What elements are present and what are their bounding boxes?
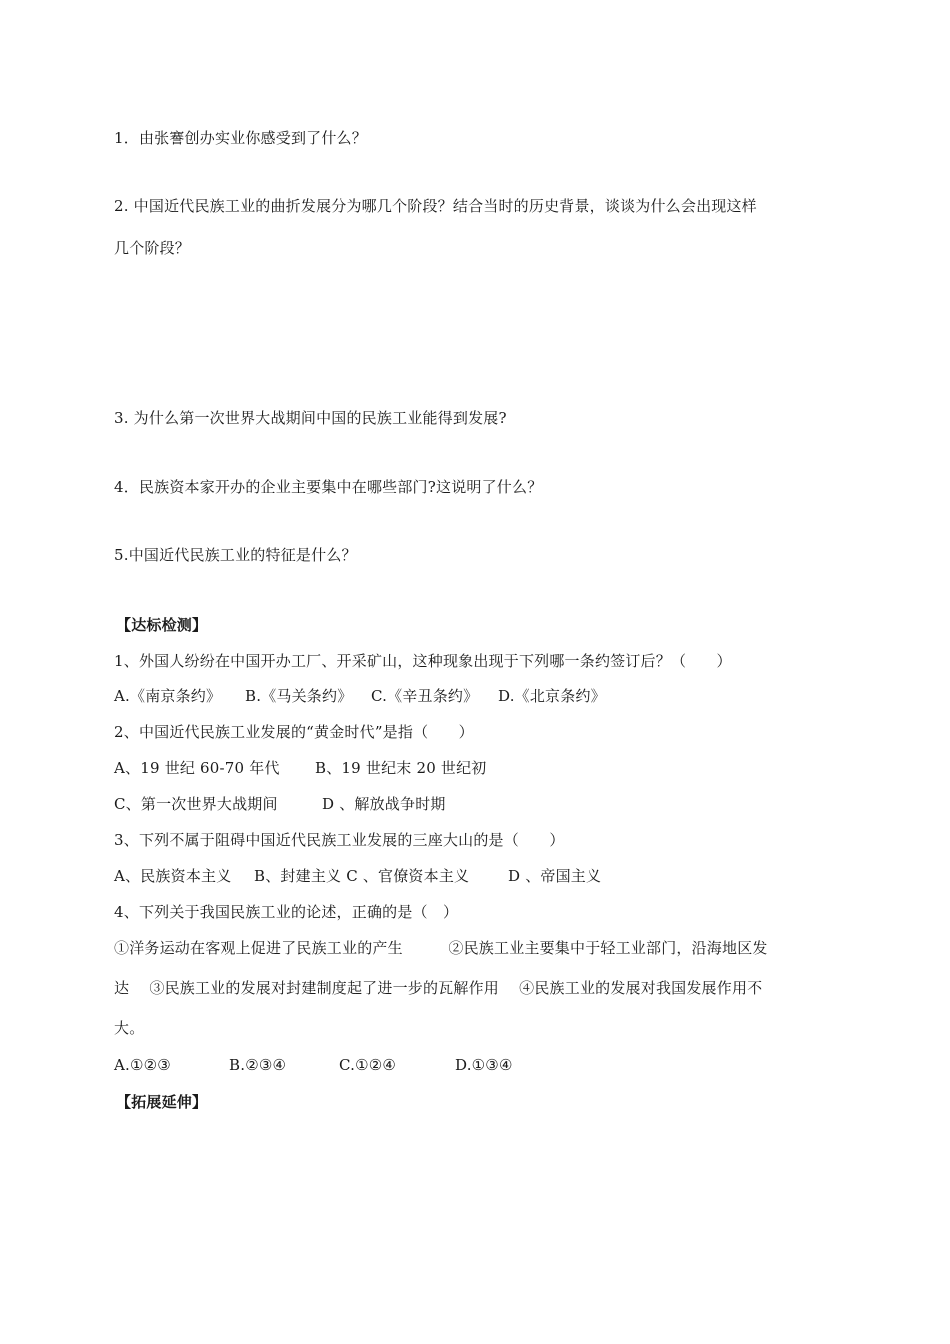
option-a: A.①②③ [114, 1056, 171, 1074]
test-q3-options [114, 866, 601, 886]
test-q3: 3、下列不属于阻碍中国近代民族工业发展的三座大山的是（ ） [114, 831, 565, 849]
question-2-line-2: 几个阶段？ [114, 239, 191, 257]
option-d: D 、帝国主义 [508, 867, 602, 885]
question-2-line-1: 2. 中国近代民族工业的曲折发展分为哪几个阶段？结合当时的历史背景，谈谈为什么会出现这样 [114, 197, 757, 215]
test-q2: 2、中国近代民族工业发展的“黄金时代”是指（ ） [114, 723, 474, 741]
option-a: A.《南京条约》 [114, 687, 222, 705]
test-q2-options-row-2 [114, 794, 446, 814]
option-a: A、民族资本主义 [114, 867, 232, 885]
option-a: A、19 世纪 60-70 年代 [114, 759, 280, 777]
option-c: C.《辛丑条约》 [371, 687, 479, 705]
question-3: 3. 为什么第一次世界大战期间中国的民族工业能得到发展? [114, 409, 507, 427]
test-q4-statements-line-2: 达 ③民族工业的发展对封建制度起了进一步的瓦解作用 ④民族工业的发展对我国发展作用不 [114, 979, 763, 997]
option-b: B、19 世纪末 20 世纪初 [315, 759, 487, 777]
test-heading: 【达标检测】 [116, 616, 208, 634]
option-d: D 、解放战争时期 [322, 795, 446, 813]
option-c: C.①②④ [339, 1056, 397, 1074]
question-5: 5.中国近代民族工业的特征是什么？ [114, 546, 357, 564]
test-q2-options-row-1 [114, 758, 487, 778]
option-d: D.《北京条约》 [498, 687, 606, 705]
test-q1-options [114, 686, 606, 706]
question-1: 1．由张謇创办实业你感受到了什么？ [114, 129, 367, 147]
option-c: C、第一次世界大战期间 [114, 795, 278, 813]
option-b: B.②③④ [229, 1056, 287, 1074]
test-q4: 4、下列关于我国民族工业的论述，正确的是（ ） [114, 903, 459, 921]
test-q4-statements-line-3: 大。 [114, 1019, 145, 1037]
test-q4-statements-line-1: ①洋务运动在客观上促进了民族工业的产生 ②民族工业主要集中于轻工业部门，沿海地区发 [114, 939, 768, 957]
test-q4-options [114, 1055, 513, 1075]
extension-heading: 【拓展延伸】 [116, 1093, 208, 1111]
option-d: D.①③④ [455, 1056, 513, 1074]
option-b: B.《马关条约》 [245, 687, 353, 705]
question-4: 4．民族资本家开办的企业主要集中在哪些部门?这说明了什么？ [114, 478, 543, 496]
option-b-c: B、封建主义 C 、官僚资本主义 [254, 867, 470, 885]
test-q1: 1、外国人纷纷在中国开办工厂、开采矿山，这种现象出现于下列哪一条约签订后？（ ） [114, 652, 732, 670]
